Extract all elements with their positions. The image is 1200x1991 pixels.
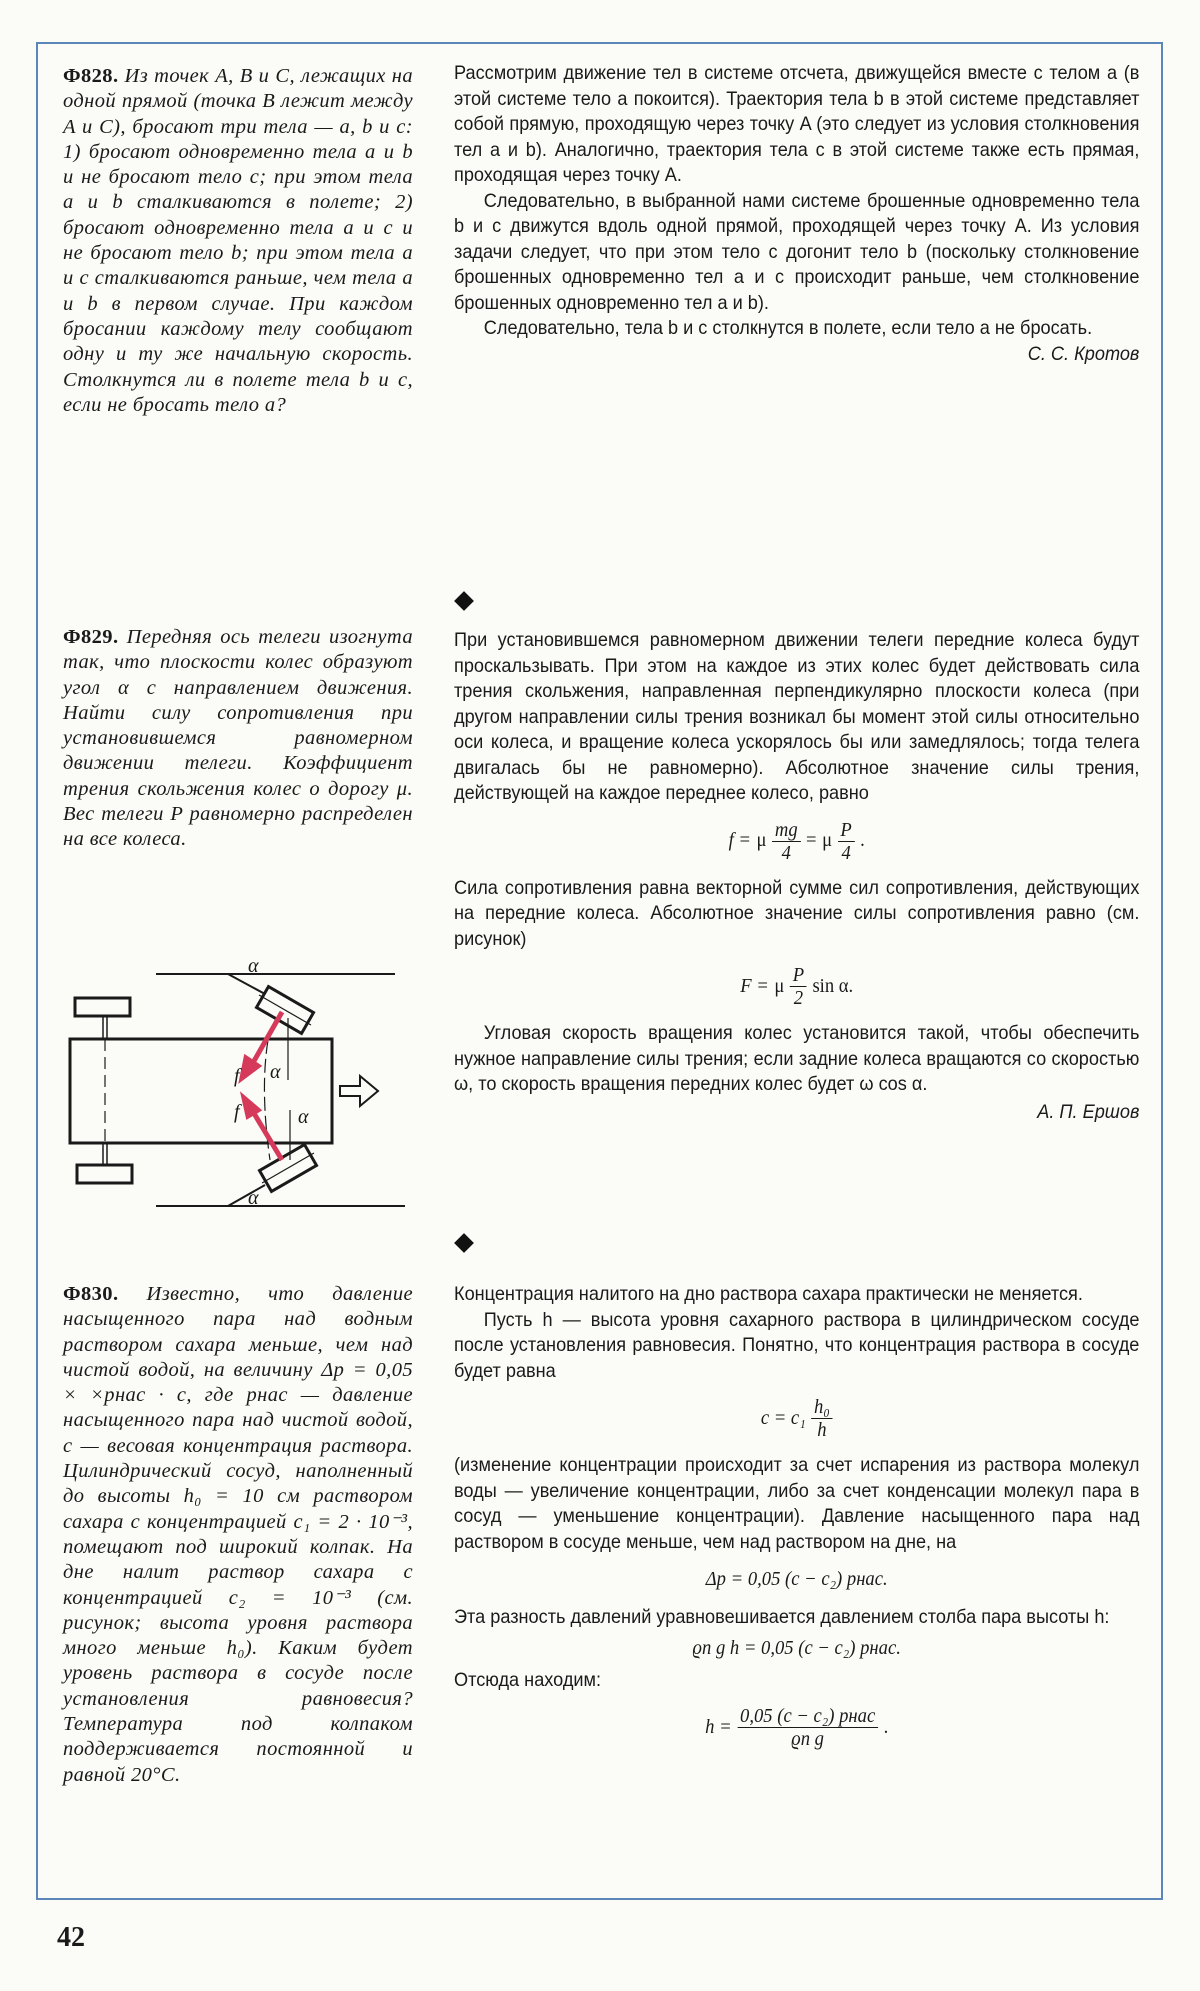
equals: =: [806, 829, 817, 852]
formula-tail: sin α.: [812, 974, 854, 997]
denominator: 4: [841, 841, 851, 864]
formula-lhs: F =: [740, 974, 769, 997]
problem-830-statement: [63, 1282, 413, 1788]
solution-paragraph: Сила сопротивления равна векторной сумме сил сопротивления, действующих на передние колеса. Абсолютное значение силы сопротивления равно (см. рисунок): [454, 876, 1140, 950]
mu-symbol: μ: [756, 829, 767, 852]
denominator: h: [817, 1419, 827, 1441]
force-arrow-bottom: [244, 1098, 258, 1116]
formula-lhs: f =: [728, 829, 751, 852]
denominator: 2: [793, 987, 804, 1009]
formula-resistance: [454, 964, 1139, 1009]
formula-balance: ϱп g h = 0,05 (c − c₂) pнас.: [692, 1637, 901, 1659]
solution-paragraph: При установившемся равномерном движении телеги передние колеса будут проскальзывать. При этом на каждое из этих колес будет действовать сила трения скольжения, направленная перпендикулярно плоскости колеса (при другом направлении силы трения возникал бы момент этой силы относительно оси колеса, и вращение колеса ускорялось бы или замедлялось; тогда телега двигалась бы не равномерно). Абсолютное значение силы трения, действующей на каждое переднее колесо, равно: [454, 629, 1140, 804]
formula-concentration: [454, 1396, 1139, 1441]
period: .: [860, 829, 865, 852]
problem-829-statement: [63, 625, 413, 853]
formula-friction: [454, 819, 1139, 864]
angle-label: α: [270, 1061, 281, 1083]
force-label: f: [234, 1065, 240, 1087]
problem-829-solution: [454, 628, 1139, 1125]
solution-paragraph: Следовательно, в выбранной нами системе брошенные одновременно тела b и c движутся вдоль одной прямой, проходящей через точку A. Из условия задачи следует, что при этом тело c догонит тело b (поскольку столкновение брошенных одновременно тел a и c происходит раньше, чем столкновение брошенных одновременно тел a и b).: [454, 189, 1140, 314]
angle-label: α: [298, 1106, 309, 1128]
solution-paragraph: Концентрация налитого на дно раствора сахара практически не меняется.: [454, 1283, 1083, 1305]
problem-id: Ф830.: [63, 1283, 119, 1305]
formula-pressure-difference: Δp = 0,05 (c − c₂) pнас.: [705, 1568, 888, 1590]
author: С. С. Кротов: [1027, 342, 1140, 365]
problem-text: Передняя ось телеги изогнута так, что плоскости колес образуют угол α с направлением движения. Найти силу сопротивления при установившемся равномерном движении телеги. Коэффициент трения скольжения колес о дорогу μ. Вес телеги P равномерно распределен на все колеса.: [63, 626, 413, 851]
mu-symbol: μ: [774, 974, 785, 997]
solution-paragraph: (изменение концентрации происходит за счет испарения из раствора молекул воды — увеличение концентрации, либо за счет конденсации молекул пара в сосуд — уменьшение концентрации). Давление насыщенного пара над раствором в сосуде меньше, чем над раствором на дне, на: [454, 1454, 1140, 1553]
problem-id: Ф828.: [63, 65, 119, 87]
problem-text: Из точек A, B и C, лежащих на одной прямой (точка B лежит между A и C), бросают три тела — a, b и c: 1) бросают одновременно тела a и b и не бросают тело c; при этом тела a и b сталкиваются в полете; 2) бросают одновременно тела a и c и не бросают тело b; при этом тела a и c сталкиваются раньше, чем тела a и b в первом случае. При каждом бросании каждому телу сообщают одну и ту же начальную скорость. Столкнутся ли в полете тела b и c, если не бросать тело a?: [63, 65, 413, 416]
angle-label: α: [248, 960, 259, 977]
cart-body: [70, 1039, 332, 1143]
problem-text: Известно, что давление насыщенного пара над водным раствором сахара меньше, чем над чистой водой, на величину Δp = 0,05 × ×pнас · c, где pнас — давление насыщенного пара над чистой водой, c — весовая концентрация раствора. Цилиндрический сосуд, наполненный до высоты h₀ = 10 см раствором сахара с концентрацией c₁ = 2 · 10⁻³, помещают под широкий колпак. На дне налит раствор сахара с концентрацией c₂ = 10⁻³ (см. рисунок; высота уровня раствора много меньше h₀). Каким будет уровень раствора в сосуде после установления равновесия? Температура под колпаком поддерживается постоянной и равной 20°C.: [63, 1283, 413, 1786]
formula-lhs: h =: [705, 1715, 732, 1738]
formula-result: [454, 1705, 1139, 1750]
solution-paragraph: Рассмотрим движение тел в системе отсчета, движущейся вместе с телом a (в этой системе тело a покоится). Траектория тела b в этой системе представляет собой прямую, проходящую через точку A (это следует из условия столкновения тел a и b). Аналогично, траектория тела c в этой системе также есть прямая, проходящая через точку A.: [454, 62, 1140, 186]
page-number: 42: [57, 1922, 85, 1953]
numerator: h₀: [811, 1396, 832, 1419]
problem-id: Ф829.: [63, 626, 119, 648]
solution-paragraph: Пусть h — высота уровня сахарного раствора в цилиндрическом сосуде после установления равновесия. Понятно, что концентрация раствора в сосуде будет равна: [454, 1308, 1140, 1382]
cart-wheels-diagram: [60, 960, 440, 1220]
rear-wheel-bottom: [77, 1165, 132, 1183]
period: .: [883, 1715, 889, 1738]
rear-wheel-top: [75, 998, 130, 1016]
denominator: ϱп g: [791, 1728, 824, 1750]
problem-830-solution: [454, 1282, 1139, 1762]
numerator: P: [838, 819, 855, 842]
solution-paragraph: Эта разность давлений уравновешивается давлением столба пара высоты h:: [454, 1605, 1110, 1628]
numerator: mg: [772, 819, 800, 842]
solution-paragraph: Следовательно, тела b и c столкнутся в полете, если тело a не бросать.: [483, 317, 1093, 339]
solution-paragraph: Угловая скорость вращения колес установится такой, чтобы обеспечить нужное направление силы трения; если задние колеса вращаются со скоростью ω, то скорость вращения передних колес будет ω cos α.: [454, 1022, 1140, 1095]
denominator: 4: [781, 841, 791, 864]
problem-828-statement: [63, 64, 413, 418]
direction-arrow-icon: [340, 1076, 378, 1106]
formula-lhs: c = c₁: [760, 1406, 806, 1429]
problem-828-solution: [454, 61, 1139, 367]
author: А. П. Ершов: [1037, 1100, 1140, 1123]
mu-symbol: μ: [822, 829, 833, 852]
angle-label: α: [248, 1187, 259, 1209]
force-label: f: [234, 1101, 240, 1123]
numerator: P: [790, 964, 807, 987]
numerator: 0,05 (c − c₂) pнас: [737, 1705, 878, 1728]
solution-paragraph: Отсюда находим:: [454, 1668, 602, 1691]
